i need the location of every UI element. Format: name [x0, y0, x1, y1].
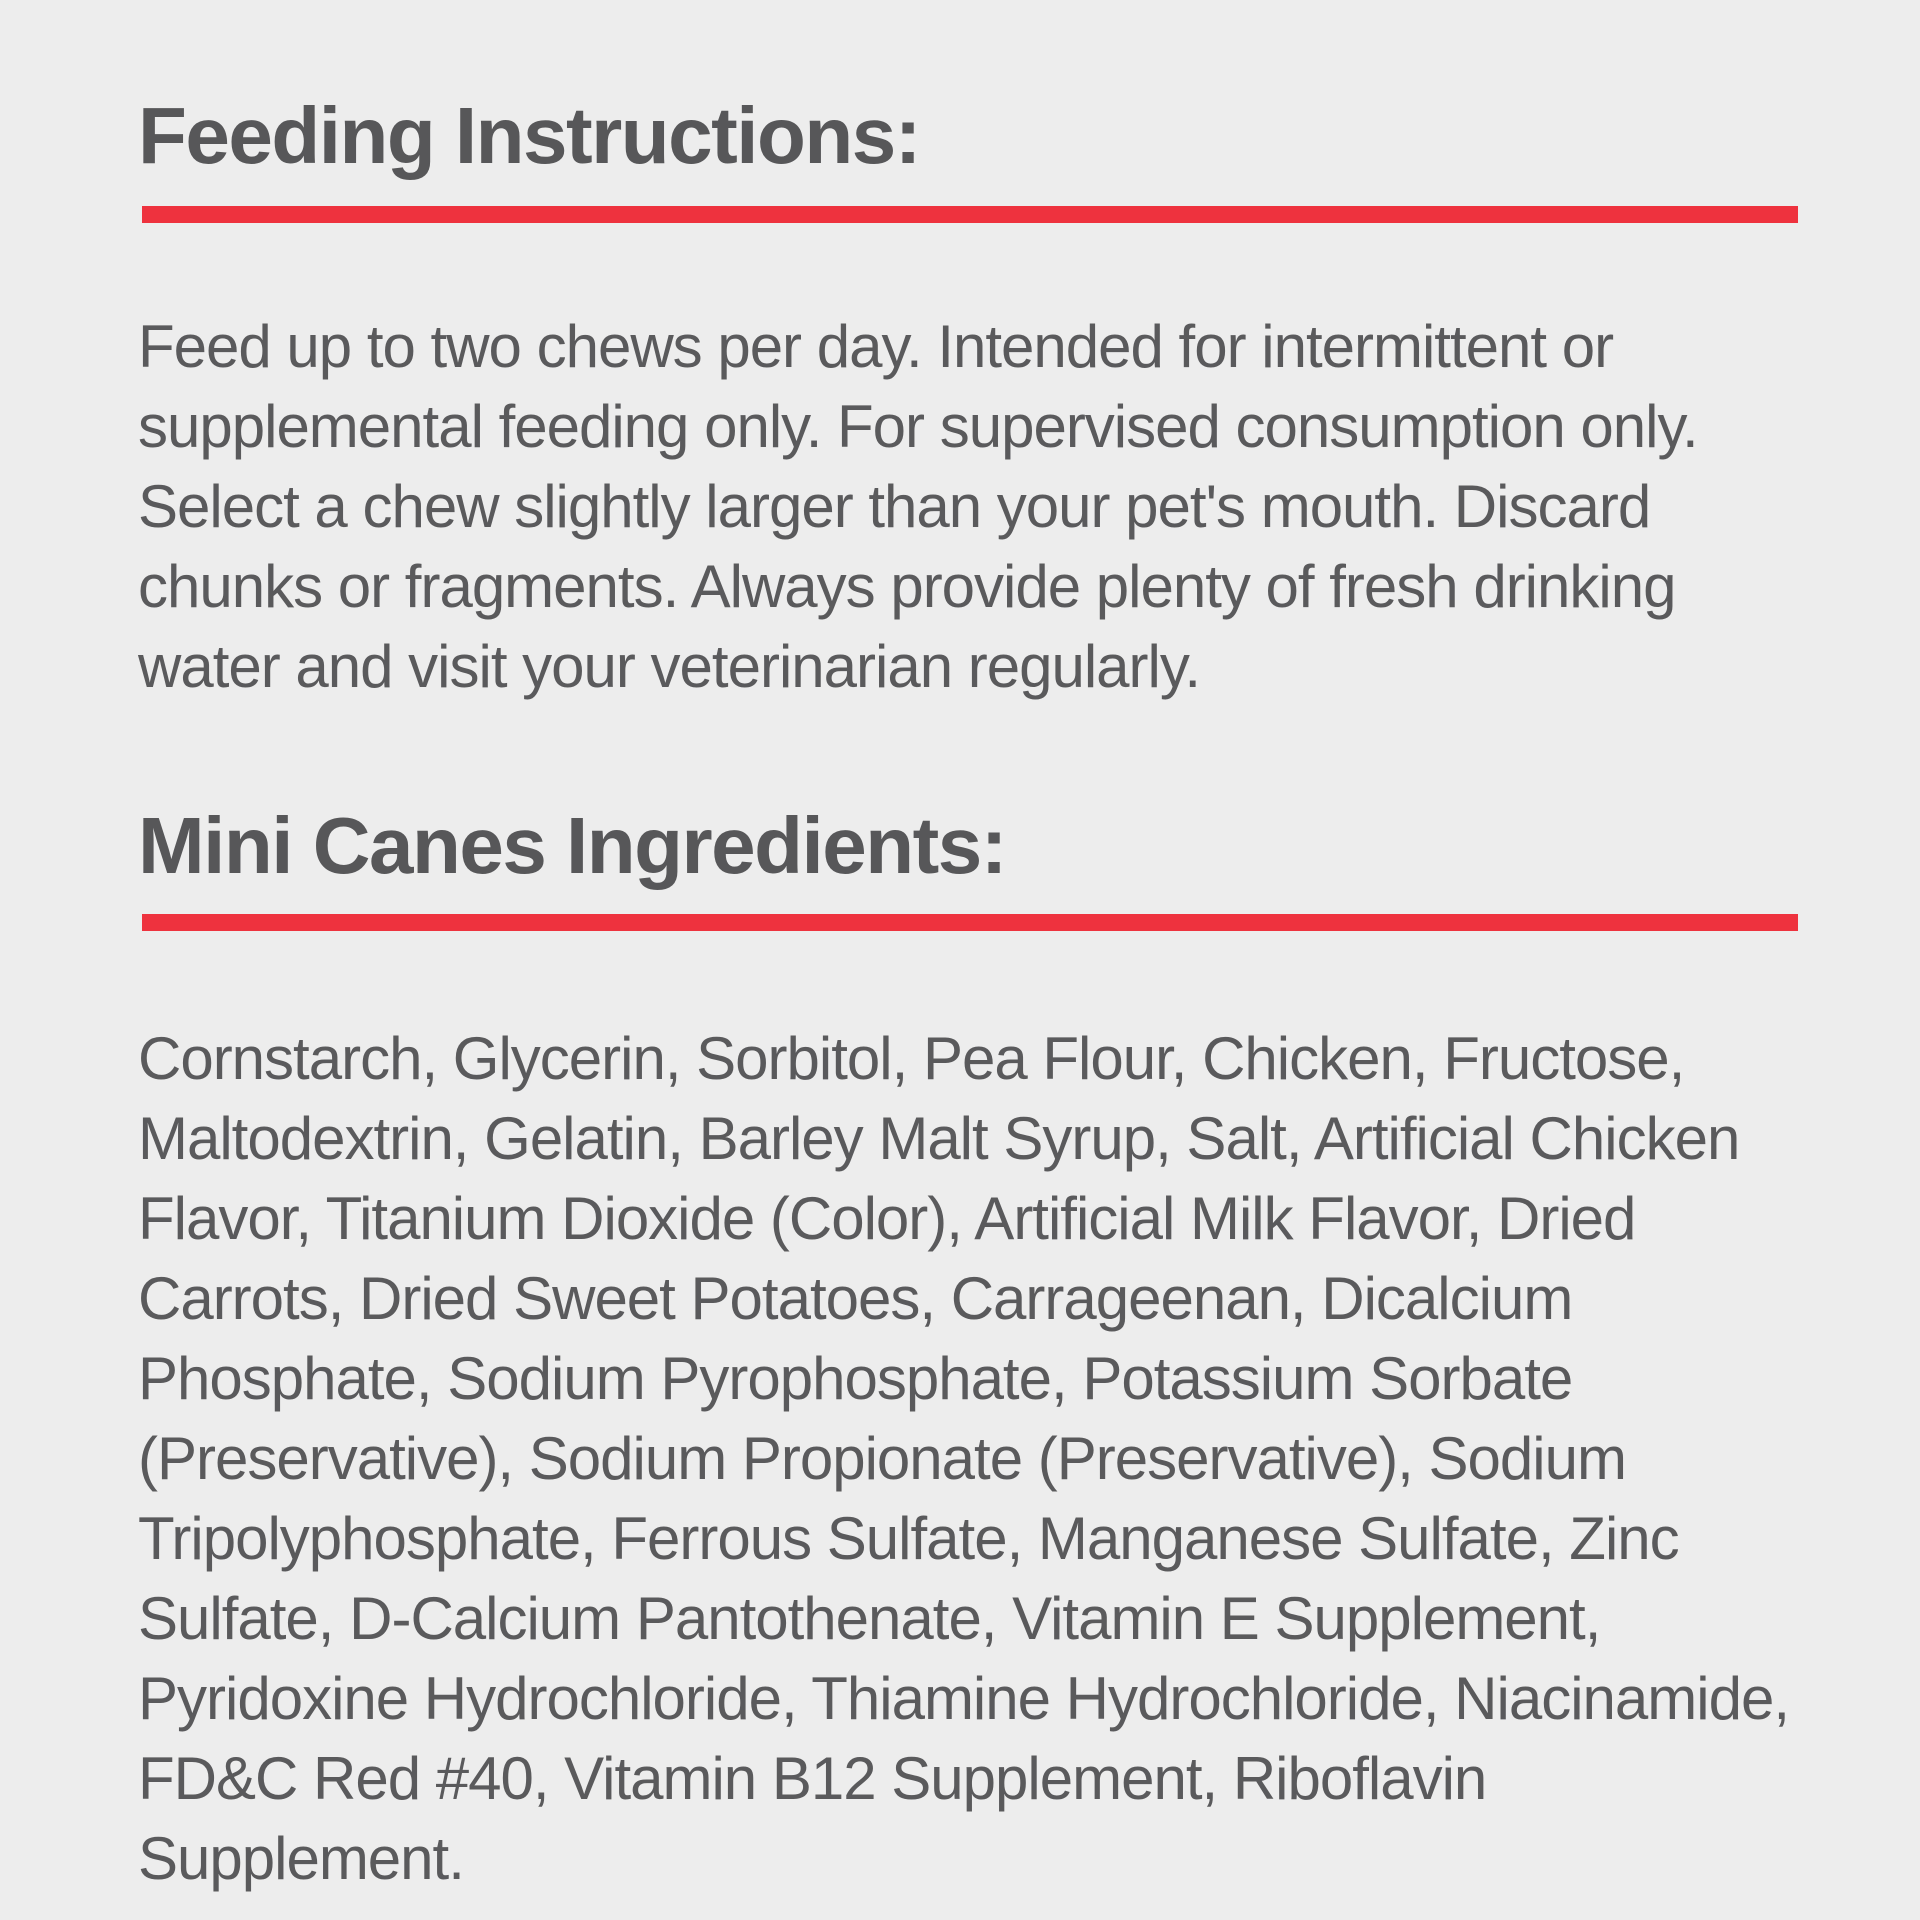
feeding-instructions-section [138, 88, 1802, 700]
ingredients-list-text: Cornstarch, Glycerin, Sorbitol, Pea Flour, Chicken, Fructose, Maltodextrin, Gelatin, Barley Malt Syrup, Salt, Artificial Chicken Flavor, Titanium Dioxide (Color), Artificial Milk Flavor, Dried Carrots, Dried Sweet Potatoes, Carrageenan, Dicalcium Phosphate, Sodium Pyrophosphate, Potassium Sorbate (Preservative), Sodium Propionate (Preservative), Sodium Tripolyphosphate, Ferrous Sulfate, Manganese Sulfate, Zinc Sulfate, D-Calcium Pantothenate, Vitamin E Supplement, Pyridoxine Hydrochloride, Thiamine Hydrochloride, Niacinamide, FD&C Red #40, Vitamin B12 Supplement, Riboflavin Supplement. [138, 1025, 1789, 1892]
ingredients-heading-divider [142, 914, 1798, 931]
feeding-heading-divider [142, 206, 1798, 223]
feeding-instructions-heading: Feeding Instructions: [138, 91, 920, 180]
ingredients-heading: Mini Canes Ingredients: [138, 801, 1006, 890]
ingredients-section [138, 798, 1802, 1892]
feeding-instructions-text: Feed up to two chews per day. Intended for intermittent or supplemental feeding only. For supervised consumption only. Select a chew slightly larger than your pet's mouth. Discard chunks or fragments. Always provide plenty of fresh drinking water and visit your veterinarian regularly. [138, 313, 1698, 700]
